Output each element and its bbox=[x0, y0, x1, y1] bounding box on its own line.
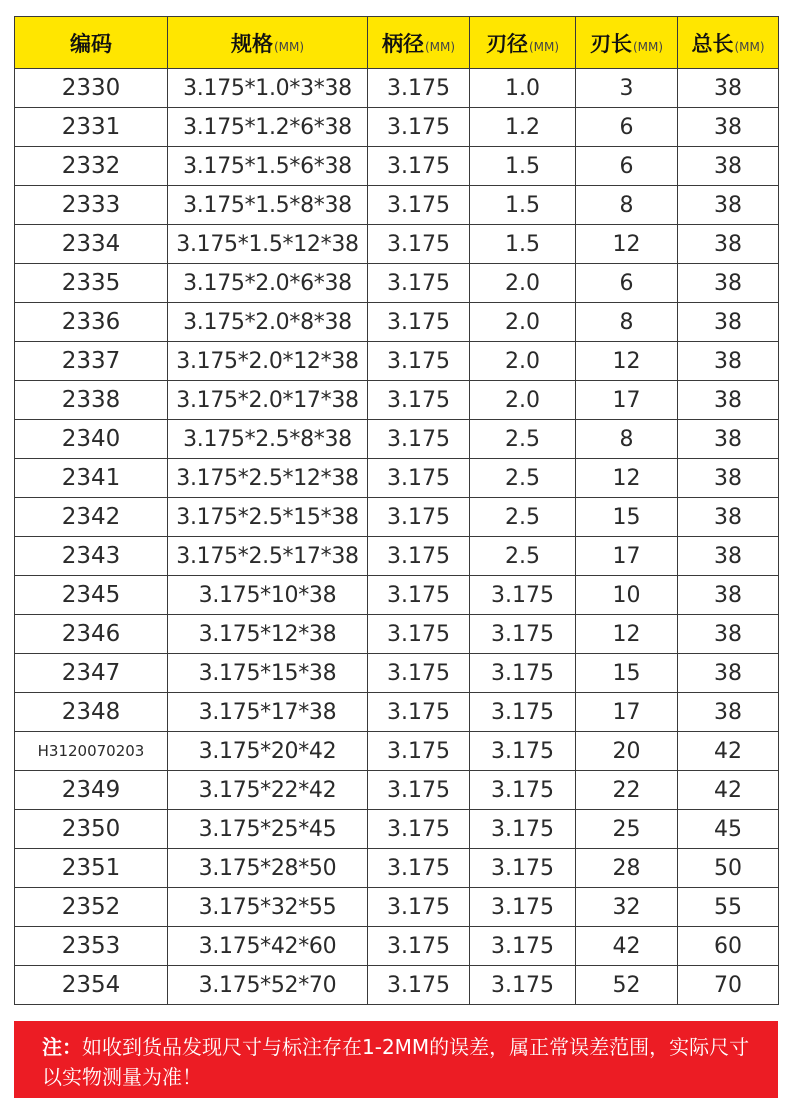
table-row bbox=[15, 381, 779, 420]
table-row bbox=[15, 576, 779, 615]
note-text: 如收到货品发现尺寸与标注存在1-2MM的误差，属正常误差范围，实际尺寸以实物测量为准！ bbox=[42, 1035, 750, 1089]
total-length-cell: 38 bbox=[678, 654, 779, 693]
spec-cell: 3.175*15*38 bbox=[168, 654, 368, 693]
total-length-cell: 38 bbox=[678, 264, 779, 303]
table-row bbox=[15, 342, 779, 381]
header-unit: (MM) bbox=[273, 39, 305, 54]
blade-diameter-cell: 3.175 bbox=[470, 693, 576, 732]
shank-diameter-cell: 3.175 bbox=[368, 537, 470, 576]
code-cell: 2331 bbox=[15, 108, 168, 147]
shank-diameter-cell: 3.175 bbox=[368, 420, 470, 459]
shank-diameter-cell: 3.175 bbox=[368, 693, 470, 732]
blade-diameter-cell: 3.175 bbox=[470, 849, 576, 888]
total-length-cell: 38 bbox=[678, 381, 779, 420]
code-cell: 2350 bbox=[15, 810, 168, 849]
total-length-cell: 38 bbox=[678, 69, 779, 108]
shank-diameter-cell: 3.175 bbox=[368, 498, 470, 537]
header-title: 刃长 bbox=[589, 31, 632, 56]
blade-length-cell: 17 bbox=[576, 693, 678, 732]
table-row bbox=[15, 69, 779, 108]
blade-length-cell: 17 bbox=[576, 381, 678, 420]
table-row bbox=[15, 654, 779, 693]
shank-diameter-cell: 3.175 bbox=[368, 849, 470, 888]
header-title: 柄径 bbox=[381, 31, 424, 56]
table-row bbox=[15, 264, 779, 303]
blade-length-cell: 8 bbox=[576, 186, 678, 225]
header-col-blade-length bbox=[576, 17, 678, 69]
spec-cell: 3.175*52*70 bbox=[168, 966, 368, 1005]
blade-length-cell: 15 bbox=[576, 654, 678, 693]
spec-cell: 3.175*1.5*6*38 bbox=[168, 147, 368, 186]
table-row bbox=[15, 537, 779, 576]
shank-diameter-cell: 3.175 bbox=[368, 69, 470, 108]
total-length-cell: 38 bbox=[678, 537, 779, 576]
table-row bbox=[15, 888, 779, 927]
blade-length-cell: 25 bbox=[576, 810, 678, 849]
shank-diameter-cell: 3.175 bbox=[368, 264, 470, 303]
header-col-shank-diameter bbox=[368, 17, 470, 69]
shank-diameter-cell: 3.175 bbox=[368, 186, 470, 225]
spec-cell: 3.175*20*42 bbox=[168, 732, 368, 771]
total-length-cell: 60 bbox=[678, 927, 779, 966]
spec-cell: 3.175*2.0*12*38 bbox=[168, 342, 368, 381]
header-title: 编码 bbox=[70, 31, 112, 56]
blade-diameter-cell: 3.175 bbox=[470, 732, 576, 771]
shank-diameter-cell: 3.175 bbox=[368, 771, 470, 810]
spec-table bbox=[14, 16, 779, 1005]
blade-length-cell: 42 bbox=[576, 927, 678, 966]
total-length-cell: 38 bbox=[678, 420, 779, 459]
header-title: 总长 bbox=[691, 31, 734, 56]
blade-length-cell: 52 bbox=[576, 966, 678, 1005]
shank-diameter-cell: 3.175 bbox=[368, 966, 470, 1005]
header-col-spec bbox=[168, 17, 368, 69]
shank-diameter-cell: 3.175 bbox=[368, 888, 470, 927]
shank-diameter-cell: 3.175 bbox=[368, 108, 470, 147]
blade-length-cell: 28 bbox=[576, 849, 678, 888]
table-row bbox=[15, 849, 779, 888]
blade-diameter-cell: 1.2 bbox=[470, 108, 576, 147]
spec-cell: 3.175*2.5*15*38 bbox=[168, 498, 368, 537]
table-row bbox=[15, 771, 779, 810]
table-row bbox=[15, 186, 779, 225]
total-length-cell: 38 bbox=[678, 186, 779, 225]
blade-diameter-cell: 1.5 bbox=[470, 147, 576, 186]
blade-diameter-cell: 2.0 bbox=[470, 342, 576, 381]
blade-diameter-cell: 2.0 bbox=[470, 264, 576, 303]
shank-diameter-cell: 3.175 bbox=[368, 342, 470, 381]
blade-diameter-cell: 3.175 bbox=[470, 888, 576, 927]
table-header bbox=[15, 17, 779, 69]
table-row bbox=[15, 147, 779, 186]
blade-length-cell: 12 bbox=[576, 459, 678, 498]
code-cell: 2337 bbox=[15, 342, 168, 381]
blade-length-cell: 6 bbox=[576, 147, 678, 186]
blade-diameter-cell: 3.175 bbox=[470, 966, 576, 1005]
table-body bbox=[15, 69, 779, 1005]
header-title: 规格 bbox=[230, 31, 273, 56]
header-col-blade-diameter bbox=[470, 17, 576, 69]
table-row bbox=[15, 732, 779, 771]
total-length-cell: 38 bbox=[678, 147, 779, 186]
blade-length-cell: 8 bbox=[576, 303, 678, 342]
code-cell: 2349 bbox=[15, 771, 168, 810]
code-cell: 2338 bbox=[15, 381, 168, 420]
shank-diameter-cell: 3.175 bbox=[368, 225, 470, 264]
spec-cell: 3.175*28*50 bbox=[168, 849, 368, 888]
total-length-cell: 38 bbox=[678, 303, 779, 342]
shank-diameter-cell: 3.175 bbox=[368, 459, 470, 498]
table-row bbox=[15, 927, 779, 966]
code-cell: H3120070203 bbox=[15, 732, 168, 771]
total-length-cell: 38 bbox=[678, 459, 779, 498]
header-title: 刃径 bbox=[485, 31, 528, 56]
total-length-cell: 38 bbox=[678, 615, 779, 654]
code-cell: 2340 bbox=[15, 420, 168, 459]
blade-length-cell: 20 bbox=[576, 732, 678, 771]
spec-cell: 3.175*2.0*8*38 bbox=[168, 303, 368, 342]
spec-cell: 3.175*25*45 bbox=[168, 810, 368, 849]
table-row bbox=[15, 498, 779, 537]
shank-diameter-cell: 3.175 bbox=[368, 732, 470, 771]
note-banner bbox=[14, 1021, 778, 1098]
total-length-cell: 50 bbox=[678, 849, 779, 888]
header-unit: (MM) bbox=[528, 39, 560, 54]
spec-cell: 3.175*1.5*12*38 bbox=[168, 225, 368, 264]
blade-diameter-cell: 2.5 bbox=[470, 459, 576, 498]
blade-length-cell: 15 bbox=[576, 498, 678, 537]
blade-diameter-cell: 3.175 bbox=[470, 927, 576, 966]
shank-diameter-cell: 3.175 bbox=[368, 810, 470, 849]
blade-diameter-cell: 1.5 bbox=[470, 225, 576, 264]
table-row bbox=[15, 108, 779, 147]
shank-diameter-cell: 3.175 bbox=[368, 927, 470, 966]
blade-length-cell: 6 bbox=[576, 108, 678, 147]
code-cell: 2332 bbox=[15, 147, 168, 186]
spec-cell: 3.175*2.5*8*38 bbox=[168, 420, 368, 459]
code-cell: 2354 bbox=[15, 966, 168, 1005]
total-length-cell: 42 bbox=[678, 732, 779, 771]
header-row bbox=[15, 17, 779, 69]
spec-cell: 3.175*12*38 bbox=[168, 615, 368, 654]
blade-length-cell: 10 bbox=[576, 576, 678, 615]
blade-diameter-cell: 3.175 bbox=[470, 576, 576, 615]
total-length-cell: 38 bbox=[678, 693, 779, 732]
spec-cell: 3.175*2.5*12*38 bbox=[168, 459, 368, 498]
table-row bbox=[15, 459, 779, 498]
total-length-cell: 38 bbox=[678, 498, 779, 537]
total-length-cell: 45 bbox=[678, 810, 779, 849]
code-cell: 2353 bbox=[15, 927, 168, 966]
code-cell: 2346 bbox=[15, 615, 168, 654]
code-cell: 2333 bbox=[15, 186, 168, 225]
blade-length-cell: 3 bbox=[576, 69, 678, 108]
code-cell: 2334 bbox=[15, 225, 168, 264]
total-length-cell: 38 bbox=[678, 225, 779, 264]
spec-cell: 3.175*42*60 bbox=[168, 927, 368, 966]
spec-cell: 3.175*2.0*6*38 bbox=[168, 264, 368, 303]
blade-diameter-cell: 2.5 bbox=[470, 537, 576, 576]
header-unit: (MM) bbox=[734, 39, 765, 54]
code-cell: 2352 bbox=[15, 888, 168, 927]
table-row bbox=[15, 420, 779, 459]
table-row bbox=[15, 225, 779, 264]
table-row bbox=[15, 303, 779, 342]
blade-length-cell: 22 bbox=[576, 771, 678, 810]
blade-length-cell: 12 bbox=[576, 342, 678, 381]
blade-diameter-cell: 3.175 bbox=[470, 654, 576, 693]
code-cell: 2341 bbox=[15, 459, 168, 498]
shank-diameter-cell: 3.175 bbox=[368, 147, 470, 186]
blade-diameter-cell: 2.0 bbox=[470, 381, 576, 420]
total-length-cell: 38 bbox=[678, 576, 779, 615]
shank-diameter-cell: 3.175 bbox=[368, 303, 470, 342]
shank-diameter-cell: 3.175 bbox=[368, 615, 470, 654]
shank-diameter-cell: 3.175 bbox=[368, 576, 470, 615]
shank-diameter-cell: 3.175 bbox=[368, 654, 470, 693]
blade-diameter-cell: 2.5 bbox=[470, 498, 576, 537]
total-length-cell: 38 bbox=[678, 342, 779, 381]
spec-cell: 3.175*17*38 bbox=[168, 693, 368, 732]
total-length-cell: 70 bbox=[678, 966, 779, 1005]
spec-cell: 3.175*10*38 bbox=[168, 576, 368, 615]
table-row bbox=[15, 615, 779, 654]
blade-length-cell: 17 bbox=[576, 537, 678, 576]
spec-cell: 3.175*1.2*6*38 bbox=[168, 108, 368, 147]
code-cell: 2348 bbox=[15, 693, 168, 732]
header-unit: (MM) bbox=[424, 39, 456, 54]
note-label: 注： bbox=[42, 1035, 82, 1059]
code-cell: 2342 bbox=[15, 498, 168, 537]
spec-cell: 3.175*22*42 bbox=[168, 771, 368, 810]
code-cell: 2351 bbox=[15, 849, 168, 888]
blade-diameter-cell: 3.175 bbox=[470, 615, 576, 654]
code-cell: 2347 bbox=[15, 654, 168, 693]
spec-cell: 3.175*2.5*17*38 bbox=[168, 537, 368, 576]
blade-length-cell: 6 bbox=[576, 264, 678, 303]
blade-diameter-cell: 2.0 bbox=[470, 303, 576, 342]
blade-diameter-cell: 1.5 bbox=[470, 186, 576, 225]
blade-length-cell: 12 bbox=[576, 615, 678, 654]
header-col-code bbox=[15, 17, 168, 69]
spec-cell: 3.175*1.5*8*38 bbox=[168, 186, 368, 225]
blade-diameter-cell: 2.5 bbox=[470, 420, 576, 459]
blade-length-cell: 12 bbox=[576, 225, 678, 264]
code-cell: 2335 bbox=[15, 264, 168, 303]
blade-diameter-cell: 3.175 bbox=[470, 771, 576, 810]
total-length-cell: 42 bbox=[678, 771, 779, 810]
spec-cell: 3.175*2.0*17*38 bbox=[168, 381, 368, 420]
code-cell: 2345 bbox=[15, 576, 168, 615]
table-row bbox=[15, 693, 779, 732]
code-cell: 2330 bbox=[15, 69, 168, 108]
total-length-cell: 38 bbox=[678, 108, 779, 147]
total-length-cell: 55 bbox=[678, 888, 779, 927]
code-cell: 2343 bbox=[15, 537, 168, 576]
blade-diameter-cell: 3.175 bbox=[470, 810, 576, 849]
spec-cell: 3.175*1.0*3*38 bbox=[168, 69, 368, 108]
blade-length-cell: 8 bbox=[576, 420, 678, 459]
table-row bbox=[15, 810, 779, 849]
header-col-total-length bbox=[678, 17, 779, 69]
shank-diameter-cell: 3.175 bbox=[368, 381, 470, 420]
blade-diameter-cell: 1.0 bbox=[470, 69, 576, 108]
blade-length-cell: 32 bbox=[576, 888, 678, 927]
spec-cell: 3.175*32*55 bbox=[168, 888, 368, 927]
table-row bbox=[15, 966, 779, 1005]
code-cell: 2336 bbox=[15, 303, 168, 342]
header-unit: (MM) bbox=[632, 39, 664, 54]
